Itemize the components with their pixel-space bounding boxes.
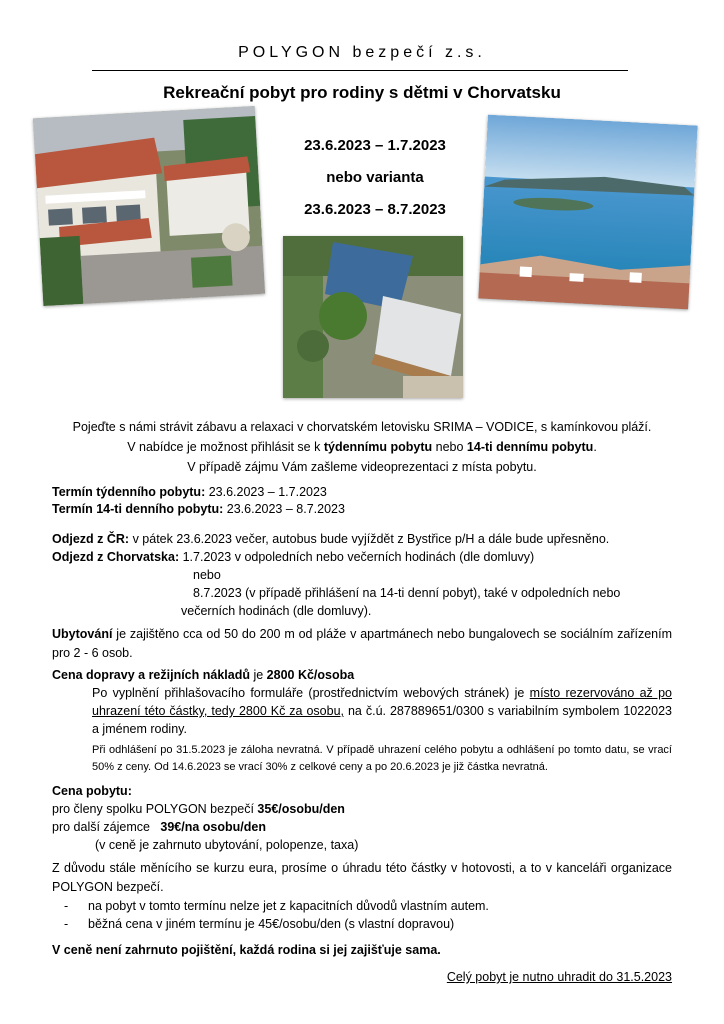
coast-photo [478, 115, 697, 310]
bullet-1: na pobyt v tomto termínu nelze jet z kapacitních důvodů vlastním autem. [88, 899, 489, 913]
document-title: Rekreační pobyt pro rodiny s dětmi v Chorvatsku [163, 83, 561, 102]
others-price: pro další zájemce 39€/na osobu/den [52, 820, 266, 834]
transport-price: Cena dopravy a režijních nákladů je 2800 Kč/osoba [52, 668, 355, 682]
departure-or: nebo [193, 568, 221, 582]
cancellation-text: Při odhlášení po 31.5.2023 je záloha nevratná. V případě uhrazení celého pobytu a odhlášení po tomto datu, se vrací 50% z ceny. Od 14.6.2023 se vrací 30% z celkové ceny a po 20.6.2023 je již částka nevratná. [92, 744, 672, 773]
dates-line-2: nebo varianta [326, 169, 424, 186]
members-price: pro členy spolku POLYGON bezpečí 35€/osobu/den [52, 802, 345, 816]
bullet-dash: - [64, 917, 69, 931]
twoweek-term: Termín 14-ti denního pobytu: 23.6.2023 – 8.7.2023 [52, 502, 345, 516]
departure-cz: Odjezd z ČR: v pátek 23.6.2023 večer, autobus bude vyjíždět z Bystřice p/H a dále bude upřesněno. [52, 532, 610, 546]
departure-hr: Odjezd z Chorvatska: 1.7.2023 v odpoledních nebo večerních hodinách (dle domluvy) [52, 550, 535, 564]
stay-price-label: Cena pobytu: [52, 784, 132, 798]
header-divider [92, 70, 628, 71]
departure-alt-2: večerních hodinách (dle domluvy). [181, 604, 372, 618]
accommodation-text: Ubytování je zajištěno cca od 50 do 200 m od pláže v apartmánech nebo bungalovech se sociálním zařízením pro 2 - 6 osob. [52, 627, 672, 660]
bungalow-photo [283, 236, 463, 398]
dates-line-1: 23.6.2023 – 1.7.2023 [304, 137, 446, 154]
insurance-note: V ceně není zahrnuto pojištění, každá rodina si jej zajišťuje sama. [52, 943, 441, 957]
intro-line-2: V nabídce je možnost přihlásit se k týdennímu pobytu nebo 14-ti dennímu pobytu. [127, 440, 597, 454]
price-includes: (v ceně je zahrnuto ubytování, polopenze, taxa) [95, 838, 359, 852]
week-term: Termín týdenního pobytu: 23.6.2023 – 1.7.2023 [52, 485, 327, 499]
departure-alt-1: 8.7.2023 (v případě přihlášení na 14-ti denní pobyt), také v odpoledních nebo [193, 586, 621, 600]
intro-line-3: V případě zájmu Vám zašleme videoprezentaci z místa pobytu. [187, 460, 537, 474]
reservation-text: Po vyplnění přihlašovacího formuláře (prostřednictvím webových stránek) je místo rezervováno až po uhrazení této částky, tedy 2800 Kč za osobu, na č.ú. 287889651/0300 s variabilním symbolem 1022023 a jménem rodiny. [92, 686, 673, 736]
payment-text: Z důvodu stále měnícího se kurzu eura, prosíme o úhradu této částky v hotovosti, a to v kanceláři organizace POLYGON bezpečí. [52, 861, 672, 894]
bullet-2: běžná cena v jiném termínu je 45€/osobu/den (s vlastní dopravou) [88, 917, 455, 931]
organization-name: POLYGON bezpečí z.s. [238, 44, 486, 61]
dates-line-3: 23.6.2023 – 8.7.2023 [304, 201, 446, 218]
intro-line-1: Pojeďte s námi strávit zábavu a relaxaci v chorvatském letovisku SRIMA – VODICE, s kamínkovou pláží. [72, 420, 652, 434]
bullet-dash: - [64, 899, 69, 913]
villa-photo [33, 106, 265, 306]
payment-deadline: Celý pobyt je nutno uhradit do 31.5.2023 [446, 970, 672, 984]
